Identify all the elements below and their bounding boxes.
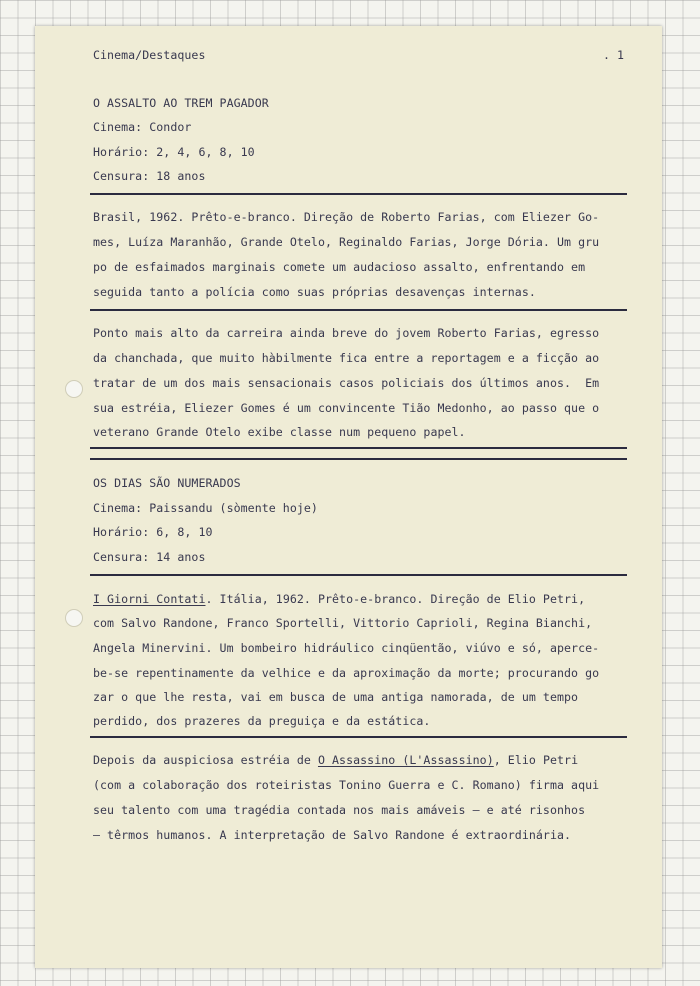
film2-synopsis-line: be-se repentinamente da velhice e da aproximação da morte; procurando go [93, 666, 600, 680]
referenced-film-title: O Assassino (L'Assassino) [317, 753, 494, 767]
film1-cinema: Cinema: Condor [93, 120, 192, 134]
film2-review-line [93, 754, 578, 766]
film1-review-line: tratar de um dos mais sensacionais casos policiais dos últimos anos. Em [93, 376, 600, 390]
page-number: . 1 [603, 48, 625, 62]
film2-review-line: (com a colaboração dos roteiristas Tonino Guerra e C. Romano) firma aqui [93, 778, 600, 792]
film2-review-line: seu talento com uma tragédia contada nos mais amáveis — e até risonhos [93, 803, 586, 817]
film1-horario: Horário: 2, 4, 6, 8, 10 [93, 145, 255, 159]
section-header: Cinema/Destaques [93, 48, 206, 62]
divider [90, 193, 627, 195]
divider [90, 458, 627, 460]
divider [90, 736, 627, 738]
review-intro: Depois da auspiciosa estréia de [93, 753, 318, 767]
punch-hole-bottom [65, 609, 83, 627]
film1-synopsis-line: po de esfaimados marginais comete um audacioso assalto, enfrentando em [93, 260, 586, 274]
film2-synopsis-line [93, 593, 585, 605]
film1-synopsis-line: Brasil, 1962. Prêto-e-branco. Direção de Roberto Farias, com Eliezer Go- [93, 210, 600, 224]
divider [90, 447, 627, 449]
film1-review-line: veterano Grande Otelo exibe classe num pequeno papel. [93, 425, 466, 439]
film1-title: O ASSALTO AO TREM PAGADOR [93, 96, 269, 110]
film2-title: OS DIAS SÃO NUMERADOS [93, 476, 241, 490]
film2-horario: Horário: 6, 8, 10 [93, 525, 213, 539]
divider [90, 309, 627, 311]
punch-hole-top [65, 380, 83, 398]
divider [90, 574, 627, 576]
film2-synopsis-line: Angela Minervini. Um bombeiro hidráulico cinqüentão, viúvo e só, aperce- [93, 641, 600, 655]
film2-synopsis-line: com Salvo Randone, Franco Sportelli, Vittorio Caprioli, Regina Bianchi, [93, 616, 593, 630]
film1-synopsis-line: seguida tanto a polícia como suas próprias desavenças internas. [93, 285, 536, 299]
review-intro-end: , Elio Petri [493, 753, 579, 767]
film1-review-line: sua estréia, Eliezer Gomes é um convincente Tião Medonho, ao passo que o [93, 401, 600, 415]
film2-cinema: Cinema: Paissandu (sòmente hoje) [93, 501, 318, 515]
film2-synopsis-first: . Itália, 1962. Prêto-e-branco. Direção de Elio Petri, [205, 592, 586, 606]
film1-censura: Censura: 18 anos [93, 169, 206, 183]
film1-synopsis-line: mes, Luíza Maranhão, Grande Otelo, Reginaldo Farias, Jorge Dória. Um gru [93, 235, 600, 249]
film2-synopsis-line: perdido, dos prazeres da preguiça e da estática. [93, 714, 431, 728]
typewritten-sheet [35, 26, 662, 968]
original-title: I Giorni Contati [93, 592, 206, 606]
film2-review-line: — têrmos humanos. A interpretação de Salvo Randone é extraordinária. [93, 828, 572, 842]
film2-censura: Censura: 14 anos [93, 550, 206, 564]
film2-synopsis-line: zar o que lhe resta, vai em busca de uma antiga namorada, de um tempo [93, 690, 579, 704]
film1-review-line: da chanchada, que muito hàbilmente fica entre a reportagem e a ficção ao [93, 351, 600, 365]
film1-review-line: Ponto mais alto da carreira ainda breve do jovem Roberto Farias, egresso [93, 326, 600, 340]
